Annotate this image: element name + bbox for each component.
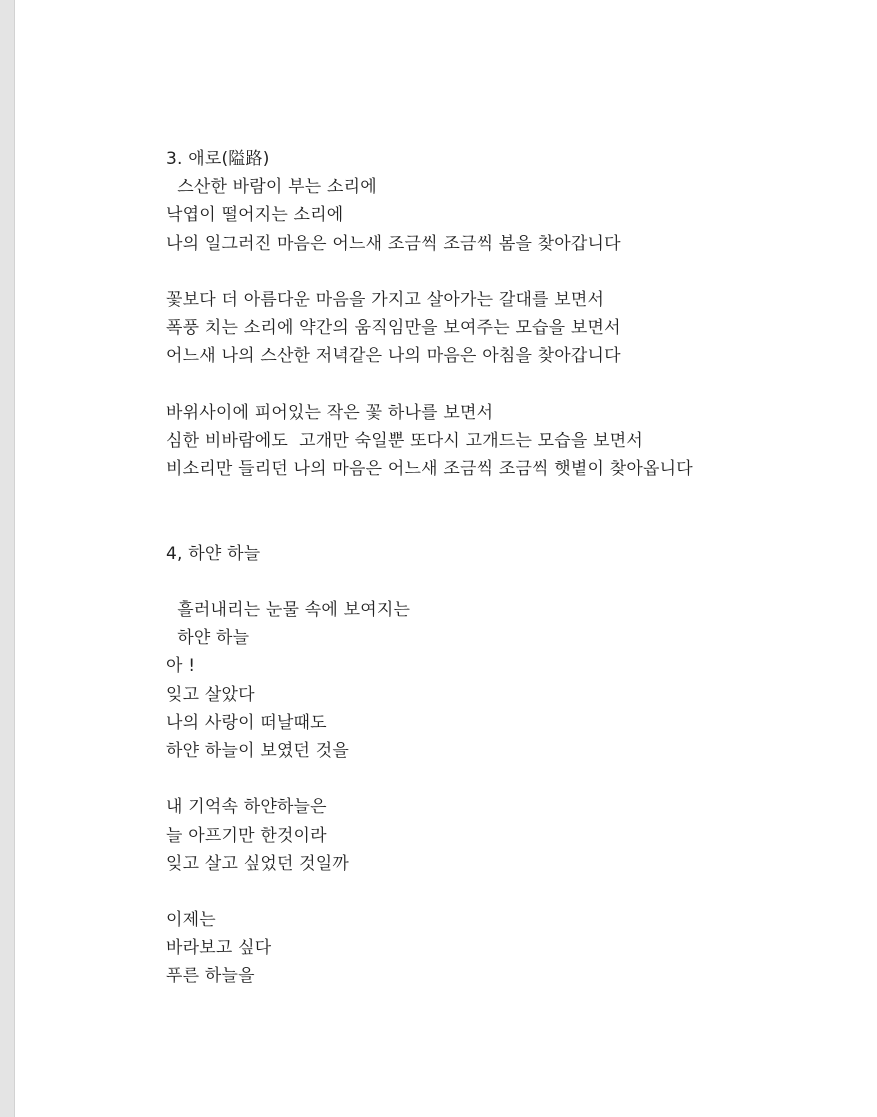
text-line: 어느새 나의 스산한 저녁같은 나의 마음은 아침을 찾아갑니다 — [166, 346, 621, 367]
text-line: 흘러내리는 눈물 속에 보여지는 — [166, 600, 411, 620]
text-line: 잊고 살았다 — [166, 684, 255, 705]
text-line: 푸른 하늘을 — [166, 966, 255, 987]
blank-line — [166, 765, 866, 793]
text-line: 폭풍 치는 소리에 약간의 움직임만을 보여주는 모습을 보면서 — [166, 318, 621, 339]
text-line: 잊고 살고 싶었던 것일까 — [166, 853, 350, 874]
blank-line — [166, 878, 866, 906]
text-line: 하얀 하늘 — [166, 628, 250, 649]
text-line: 심한 비바람에도 고개만 숙일뿐 또다시 고개드는 모습을 보면서 — [166, 430, 644, 451]
text-line: 낙엽이 떨어지는 소리에 — [166, 205, 344, 226]
text-line: 나의 사랑이 떠날때도 — [166, 712, 327, 733]
text-line: 스산한 바람이 부는 소리에 — [166, 177, 377, 198]
blank-line — [166, 258, 866, 286]
text-line: 꽃보다 더 아름다운 마음을 가지고 살아가는 갈대를 보면서 — [166, 289, 605, 310]
text-line: 내 기억속 하얀하늘은 — [166, 797, 327, 818]
text-line: 비소리만 들리던 나의 마음은 어느새 조금씩 조금씩 햇볕이 찾아옵니다 — [166, 459, 693, 480]
blank-line — [166, 568, 866, 596]
text-line: 늘 아프기만 한것이라 — [166, 825, 327, 846]
blank-line — [166, 511, 866, 539]
left-margin-rail — [0, 0, 15, 1117]
text-line: 이제는 — [166, 910, 216, 931]
text-line: 4, 하얀 하늘 — [166, 543, 261, 564]
blank-line — [166, 371, 866, 399]
blank-line — [166, 483, 866, 511]
text-line: 나의 일그러진 마음은 어느새 조금씩 조금씩 봄을 찾아갑니다 — [166, 233, 621, 254]
text-line: 바위사이에 피어있는 작은 꽃 하나를 보면서 — [166, 402, 494, 423]
document-page — [15, 0, 877, 1117]
text-line: 아 ! — [166, 656, 196, 677]
text-line: 바라보고 싶다 — [166, 938, 272, 959]
text-line: 3. 애로(隘路) — [166, 149, 270, 169]
text-line: 하얀 하늘이 보였던 것을 — [166, 740, 350, 761]
document-body — [166, 145, 866, 991]
